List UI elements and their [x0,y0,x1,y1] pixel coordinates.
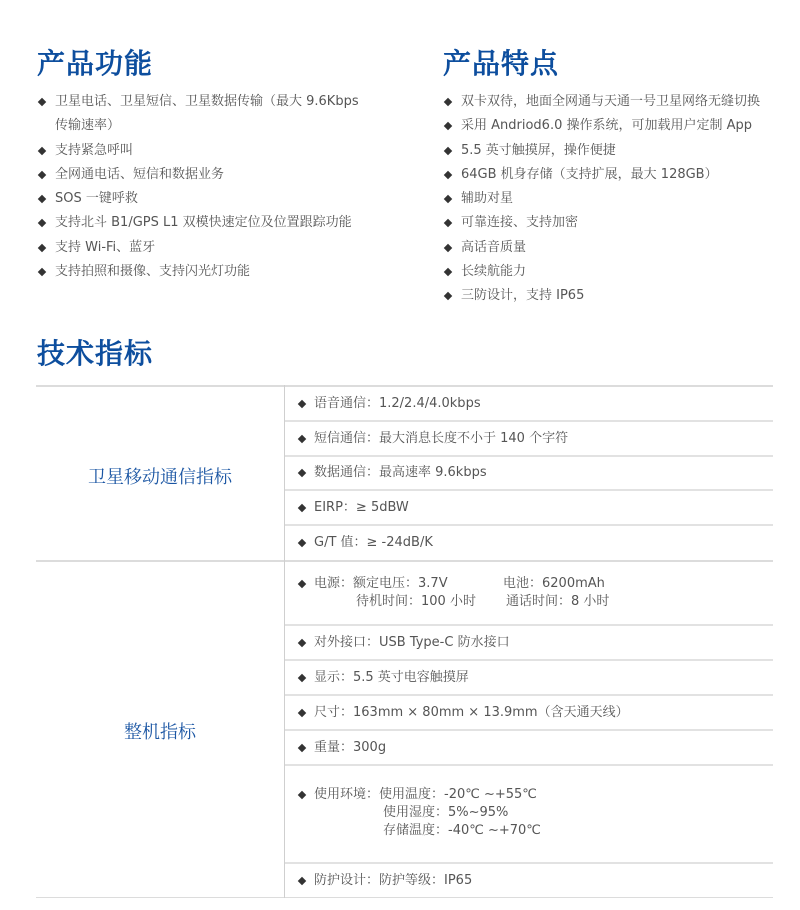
list-item-text: 双卡双待，地面全网通与天通一号卫星网络无缝切换 [461,94,761,109]
features-title: 产品功能 [37,47,154,80]
list-item [39,187,409,211]
divider [285,764,773,766]
diamond-bullet-icon [38,98,46,106]
env-line-1 [300,786,541,804]
spec-text: 防护设计：防护等级：IP65 [314,873,473,888]
divider [285,455,773,457]
list-item-text: 全网通电话、短信和数据业务 [55,166,225,182]
diamond-bullet-icon [38,219,46,227]
group-label-device: 整机指标 [124,722,196,743]
list-item [445,163,790,187]
list-item-text: 64GB 机身存储（支持扩展，最大 128GB） [461,166,718,182]
divider [36,385,773,387]
list-item-text: SOS 一键呼救 [55,191,138,207]
spec-text: 数据通信：最高速率 9.6kbps [314,465,487,480]
list-item-text: 采用 Andriod6.0 操作系统，可加载用户定制 App [461,118,753,134]
spec-row [300,739,386,757]
power-line-2 [300,593,609,611]
list-item [445,90,790,114]
env-storage: 存储温度：-40℃ ~+70℃ [383,823,541,838]
list-item [39,163,409,187]
diamond-bullet-icon [38,171,46,179]
env-label: 使用环境： [314,787,380,802]
power-label: 电源： [314,576,354,591]
diamond-bullet-icon [38,268,46,276]
diamond-bullet-icon [444,171,452,179]
diamond-bullet-icon [444,195,452,203]
spec-text: G/T 值：≥ -24dB/K [314,535,433,550]
list-item [39,236,409,260]
power-talk: 通话时间：8 小时 [506,594,610,609]
spec-row [300,634,510,652]
list-item [445,139,790,163]
divider [285,659,773,661]
spec-text: EIRP：≥ 5dBW [314,500,409,515]
divider [285,489,773,491]
list-item [445,211,790,235]
spec-row-power [300,575,609,611]
list-item [445,284,790,308]
diamond-bullet-icon [444,146,452,154]
divider [285,420,773,422]
spec-text: 对外接口：USB Type-C 防水接口 [314,635,510,650]
divider [285,524,773,526]
diamond-bullet-icon [38,146,46,154]
divider [36,897,773,898]
power-voltage: 额定电压：3.7V [353,576,448,591]
list-item-text: 辅助对星 [461,191,514,207]
diamond-bullet-icon [444,268,452,276]
list-item-text: 卫星电话、卫星短信、卫星数据传输（最大 9.6Kbps [55,94,359,109]
specs-title: 技术指标 [37,337,154,370]
diamond-bullet-icon [444,292,452,300]
divider [285,624,773,626]
diamond-bullet-icon [444,244,452,252]
spec-row-environment [300,786,541,840]
diamond-bullet-icon [444,219,452,227]
list-item [39,211,409,235]
list-item [445,114,790,138]
power-battery: 电池：6200mAh [503,576,605,591]
features-list [39,90,409,284]
list-item-text: 高话音质量 [461,239,527,255]
list-item-text: 可靠连接、支持加密 [461,215,579,231]
list-item [39,139,409,163]
list-item-text: 支持 Wi-Fi、蓝牙 [55,239,156,255]
divider [285,862,773,864]
env-humidity: 使用湿度：5%~95% [383,805,509,820]
list-item-text: 支持拍照和摄像、支持闪光灯功能 [55,264,251,280]
divider [36,560,773,562]
list-item [39,260,409,284]
divider [285,694,773,696]
spec-row [300,499,409,517]
spec-row [300,669,469,687]
spec-text: 短信通信：最大消息长度不小于 140 个字符 [314,431,569,446]
spec-row [300,464,487,482]
list-item-text: 传输速率） [55,118,121,134]
highlights-title: 产品特点 [443,47,560,80]
spec-row [300,704,629,722]
diamond-bullet-icon [444,98,452,106]
spec-text: 显示：5.5 英寸电容触摸屏 [314,670,469,685]
list-item-text: 长续航能力 [461,264,527,280]
list-item [445,236,790,260]
spec-row [300,395,481,413]
spec-text: 语音通信：1.2/2.4/4.0kbps [314,396,481,411]
group-label-satellite: 卫星移动通信指标 [88,467,232,488]
list-item [39,90,409,139]
list-item-text: 支持紧急呼叫 [55,142,134,158]
spec-row [300,872,472,890]
spec-row [300,534,433,552]
diamond-bullet-icon [38,244,46,252]
spec-text: 重量：300g [314,740,387,755]
env-temp: 使用温度：-20℃ ~+55℃ [379,787,537,802]
power-line-1 [300,575,609,593]
power-standby: 待机时间：100 小时 [356,594,476,609]
column-divider [284,385,285,898]
highlights-list [445,90,790,309]
list-item-text: 支持北斗 B1/GPS L1 双模快速定位及位置跟踪功能 [55,215,352,231]
divider [285,729,773,731]
spec-text: 尺寸：163mm × 80mm × 13.9mm（含天通天线） [314,705,629,720]
list-item [445,187,790,211]
diamond-bullet-icon [444,122,452,130]
list-item-text: 三防设计，支持 IP65 [461,288,585,304]
list-item [445,260,790,284]
diamond-bullet-icon [38,195,46,203]
list-item-text: 5.5 英寸触摸屏，操作便捷 [461,142,616,158]
spec-row [300,430,568,448]
